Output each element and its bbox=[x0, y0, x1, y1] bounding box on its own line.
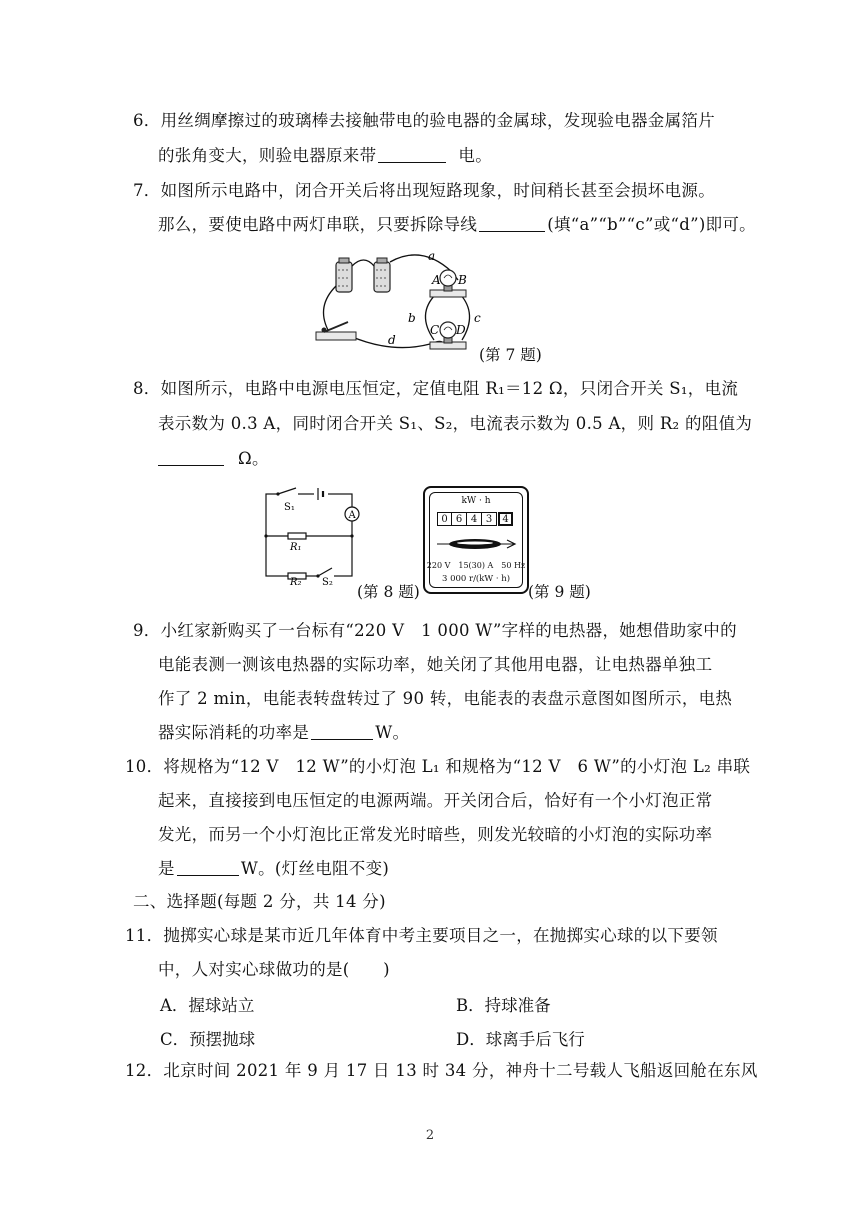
meter-digit-decimal: 4 bbox=[498, 512, 513, 526]
q10-line2: 起来，直接接到电压恒定的电源两端。开关闭合后，恰好有一个小灯泡正常 bbox=[158, 791, 713, 810]
q11-line2: 中，人对实心球做功的是( ) bbox=[158, 960, 390, 979]
section-heading: 二、选择题(每题 2 分，共 14 分) bbox=[133, 892, 386, 911]
q10-line1: 10．将规格为“12 V 12 W”的小灯泡 L₁ 和规格为“12 V 6 W”的小灯泡 L₂ 串联 bbox=[125, 757, 751, 776]
q9-line4 bbox=[158, 722, 409, 744]
wire-d-label: d bbox=[388, 333, 396, 347]
s2-label: S₂ bbox=[322, 577, 333, 586]
q7-line1: 7．如图所示电路中，闭合开关后将出现短路现象，时间稍长甚至会损坏电源。 bbox=[133, 181, 715, 200]
meter-digit: 4 bbox=[467, 512, 482, 526]
q8-line3 bbox=[158, 448, 269, 470]
q9-line4-tail: W。 bbox=[375, 723, 410, 742]
q10-line4 bbox=[158, 858, 389, 880]
q11-option-b[interactable]: B．持球准备 bbox=[456, 996, 551, 1015]
meter-digit: 0 bbox=[437, 512, 452, 526]
q7-line2-tail: (填“a”“b”“c”或“d”)即可。 bbox=[547, 215, 756, 234]
electricity-meter bbox=[423, 486, 529, 594]
answer-blank bbox=[311, 723, 373, 740]
wire-c-label: c bbox=[474, 311, 481, 325]
terminal-d-label: D bbox=[456, 323, 466, 337]
wire-a-label: a bbox=[428, 249, 436, 263]
q10-line4-text: 是 bbox=[158, 859, 175, 878]
s1-label: S₁ bbox=[284, 502, 295, 513]
q11-option-c[interactable]: C．预摆抛球 bbox=[160, 1030, 256, 1049]
r2-label: R₂ bbox=[290, 577, 302, 586]
q10-line4-tail: W。(灯丝电阻不变) bbox=[240, 859, 390, 878]
q7-caption: (第 7 题) bbox=[479, 346, 542, 364]
q11-option-a[interactable]: A．握球站立 bbox=[160, 996, 255, 1015]
resistor-r1-icon bbox=[288, 533, 306, 539]
answer-blank bbox=[177, 859, 239, 876]
q10-line3: 发光，而另一个小灯泡比正常发光时暗些，则发光较暗的小灯泡的实际功率 bbox=[158, 825, 713, 844]
r1-label: R₁ bbox=[290, 542, 302, 553]
wire-b-label: b bbox=[408, 311, 416, 325]
q6-line1: 6．用丝绸摩擦过的玻璃棒去接触带电的验电器的金属球，发现验电器金属箔片 bbox=[133, 111, 715, 130]
q12-line1: 12．北京时间 2021 年 9 月 17 日 13 时 34 分，神舟十二号载人飞船返回舱在东风 bbox=[125, 1061, 758, 1080]
q7-circuit-figure bbox=[312, 246, 502, 362]
q6-line2 bbox=[158, 145, 492, 167]
meter-unit: kW · h bbox=[461, 496, 491, 506]
q7-line2-text: 那么，要使电路中两灯串联，只要拆除导线 bbox=[158, 215, 478, 234]
switch-icon bbox=[316, 322, 356, 340]
q9-caption: (第 9 题) bbox=[528, 583, 591, 601]
q6-line2-tail: 电。 bbox=[458, 146, 493, 165]
terminal-b-label: B bbox=[458, 273, 467, 287]
q8-line3-tail: Ω。 bbox=[238, 449, 269, 468]
answer-blank bbox=[378, 146, 446, 163]
page-number: 2 bbox=[425, 1128, 435, 1143]
terminal-a-label: A bbox=[432, 273, 441, 287]
q6-line2-text: 的张角变大，则验电器原来带 bbox=[158, 146, 377, 165]
q8-circuit-figure bbox=[258, 486, 362, 586]
answer-blank bbox=[158, 449, 224, 466]
q8-caption: (第 8 题) bbox=[357, 583, 420, 601]
q9-line2: 电能表测一测该电热器的实际功率，她关闭了其他用电器，让电热器单独工 bbox=[158, 655, 713, 674]
meter-disc-icon bbox=[435, 534, 519, 554]
battery-icon bbox=[336, 258, 352, 292]
meter-rate: 3 000 r/(kW · h) bbox=[441, 574, 511, 584]
q8-line2: 表示数为 0.3 A，同时闭合开关 S₁、S₂，电流表示数为 0.5 A，则 R₂ 的阻值为 bbox=[158, 414, 753, 433]
q9-line3: 作了 2 min，电能表转盘转过了 90 转，电能表的表盘示意图如图所示，电热 bbox=[158, 689, 733, 708]
ammeter-label: A bbox=[348, 510, 356, 521]
answer-blank bbox=[479, 215, 545, 232]
battery-icon bbox=[374, 258, 390, 292]
meter-digit: 3 bbox=[482, 512, 497, 526]
q9-line1: 9．小红家新购买了一台标有“220 V 1 000 W”字样的电热器，她想借助家中的 bbox=[133, 621, 737, 640]
meter-digit: 6 bbox=[452, 512, 467, 526]
meter-digits bbox=[437, 512, 513, 526]
q7-line2 bbox=[158, 214, 756, 236]
q11-line1: 11．抛掷实心球是某市近几年体育中考主要项目之一，在抛掷实心球的以下要领 bbox=[125, 926, 718, 945]
q9-line4-text: 器实际消耗的功率是 bbox=[158, 723, 310, 742]
terminal-c-label: C bbox=[430, 323, 440, 337]
q11-option-d[interactable]: D．球离手后飞行 bbox=[456, 1030, 585, 1049]
meter-spec: 220 V 15(30) A 50 Hz bbox=[426, 561, 526, 570]
q8-line1: 8．如图所示，电路中电源电压恒定，定值电阻 R₁＝12 Ω，只闭合开关 S₁，电流 bbox=[133, 379, 739, 398]
